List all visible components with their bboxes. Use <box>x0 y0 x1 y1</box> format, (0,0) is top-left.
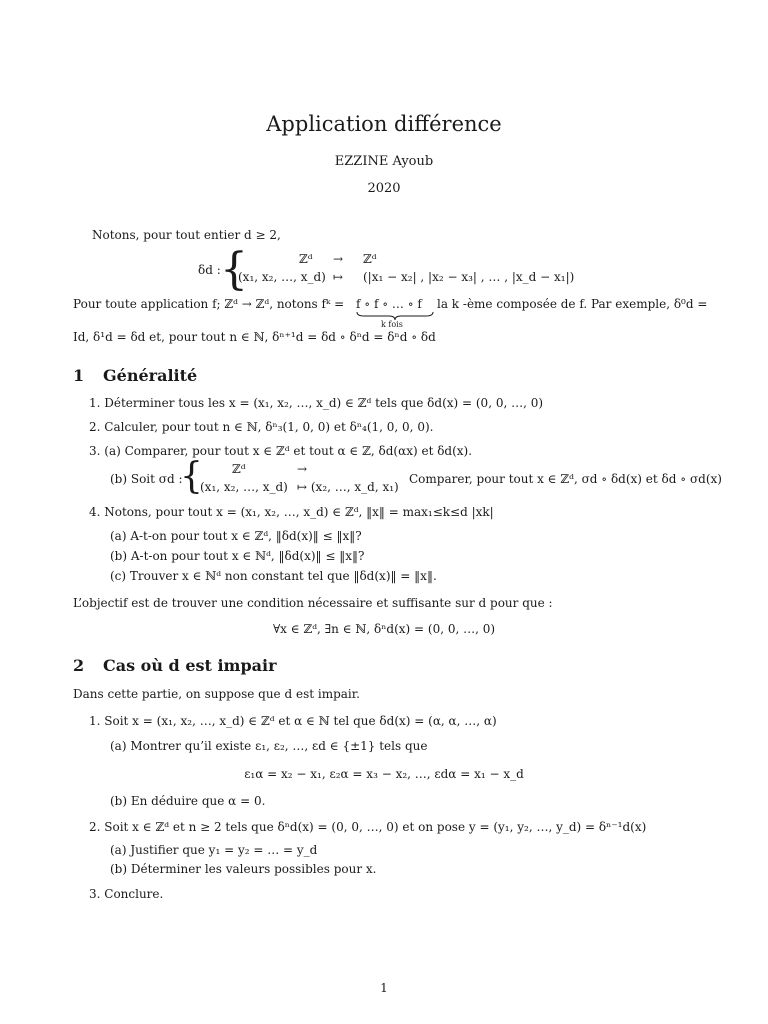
intro-paragraph-2-start: Pour toute application f; ℤᵈ → ℤᵈ, notons fᵏ = <box>73 297 345 311</box>
delta-map-output: (|x₁ − x₂| , |x₂ − x₃| , … , |x_d − x₁|) <box>363 270 575 284</box>
question-2-2b: (b) Déterminer les valeurs possibles pour x. <box>110 862 377 876</box>
delta-label: δd : <box>198 263 221 277</box>
document-title: Application différence <box>266 112 502 136</box>
question-1-4: 4. Notons, pour tout x = (x₁, x₂, …, x_d) ∈ ℤᵈ, ‖x‖ = max₁≤k≤d |xk| <box>89 505 494 519</box>
page-number: 1 <box>380 981 388 995</box>
sigma-map-input: (x₁, x₂, …, x_d) <box>200 480 288 494</box>
delta-map-mapsto: ↦ <box>333 270 344 284</box>
sigma-map-output: ↦ (x₂, …, x_d, x₁) <box>297 480 399 494</box>
question-2-1b: (b) En déduire que α = 0. <box>110 794 266 808</box>
question-2-2a: (a) Justifier que y₁ = y₂ = … = y_d <box>110 843 318 857</box>
question-2-2: 2. Soit x ∈ ℤᵈ et n ≥ 2 tels que δⁿd(x) = (0, 0, …, 0) et on pose y = (y₁, y₂, …, y_d) = δⁿ⁻¹d(x) <box>89 820 647 834</box>
question-1-4c: (c) Trouver x ∈ ℕᵈ non constant tel que ‖δd(x)‖ = ‖x‖. <box>110 569 437 583</box>
left-brace: { <box>220 244 248 295</box>
section-2-number: 2 <box>73 656 85 675</box>
delta-map-input: (x₁, x₂, …, x_d) <box>238 270 326 284</box>
intro-paragraph-1: Notons, pour tout entier d ≥ 2, <box>92 228 281 242</box>
section-1-number: 1 <box>73 366 85 385</box>
intro-paragraph-3: Id, δ¹d = δd et, pour tout n ∈ ℕ, δⁿ⁺¹d = δd ∘ δⁿd = δⁿd ∘ δd <box>73 330 436 344</box>
objective-text: L’objectif est de trouver une condition nécessaire et suffisante sur d pour que : <box>73 596 553 610</box>
sigma-left-brace: { <box>180 456 203 497</box>
question-1-2: 2. Calculer, pour tout n ∈ ℕ, δⁿ₃(1, 0, 0) et δⁿ₄(1, 0, 0, 0). <box>89 420 434 434</box>
question-2-1: 1. Soit x = (x₁, x₂, …, x_d) ∈ ℤᵈ et α ∈ ℕ tel que δd(x) = (α, α, …, α) <box>89 714 497 728</box>
delta-map-arrow: → <box>333 252 344 266</box>
section-2-title: Cas où d est impair <box>103 656 277 675</box>
question-1-3b-label: (b) Soit σd : <box>110 472 183 486</box>
intro-paragraph-2-end: la k -ème composée de f. Par exemple, δ⁰d = <box>437 297 708 311</box>
question-2-1a-equation: ε₁α = x₂ − x₁, ε₂α = x₃ − x₂, …, εdα = x₁ − x_d <box>244 767 524 781</box>
delta-map-domain: ℤᵈ <box>299 252 313 266</box>
composition-expression: f ∘ f ∘ … ∘ f <box>356 297 422 311</box>
document-author: EZZINE Ayoub <box>334 154 434 169</box>
objective-equation: ∀x ∈ ℤᵈ, ∃n ∈ ℕ, δⁿd(x) = (0, 0, …, 0) <box>272 622 496 636</box>
question-1-3a: 3. (a) Comparer, pour tout x ∈ ℤᵈ et tout α ∈ ℤ, δd(αx) et δd(x). <box>89 444 473 458</box>
sigma-map-domain: ℤᵈ <box>232 462 246 476</box>
question-1-1: 1. Déterminer tous les x = (x₁, x₂, …, x_d) ∈ ℤᵈ tels que δd(x) = (0, 0, …, 0) <box>89 396 544 410</box>
question-2-3: 3. Conclure. <box>89 887 164 901</box>
document-year: 2020 <box>367 181 401 196</box>
question-1-4a: (a) A-t-on pour tout x ∈ ℤᵈ, ‖δd(x)‖ ≤ ‖x‖? <box>110 529 362 543</box>
question-1-4b: (b) A-t-on pour tout x ∈ ℕᵈ, ‖δd(x)‖ ≤ ‖x‖? <box>110 549 365 563</box>
underbrace-label: k fois <box>381 320 403 329</box>
sigma-map-arrow: → <box>297 462 308 476</box>
section-2-intro: Dans cette partie, on suppose que d est impair. <box>73 687 360 701</box>
section-1-title: Généralité <box>103 366 198 385</box>
question-2-1a: (a) Montrer qu’il existe ε₁, ε₂, …, εd ∈ {±1} tels que <box>110 739 428 753</box>
delta-map-codomain: ℤᵈ <box>363 252 377 266</box>
question-1-3b-tail: Comparer, pour tout x ∈ ℤᵈ, σd ∘ δd(x) et δd ∘ σd(x) <box>409 472 722 486</box>
